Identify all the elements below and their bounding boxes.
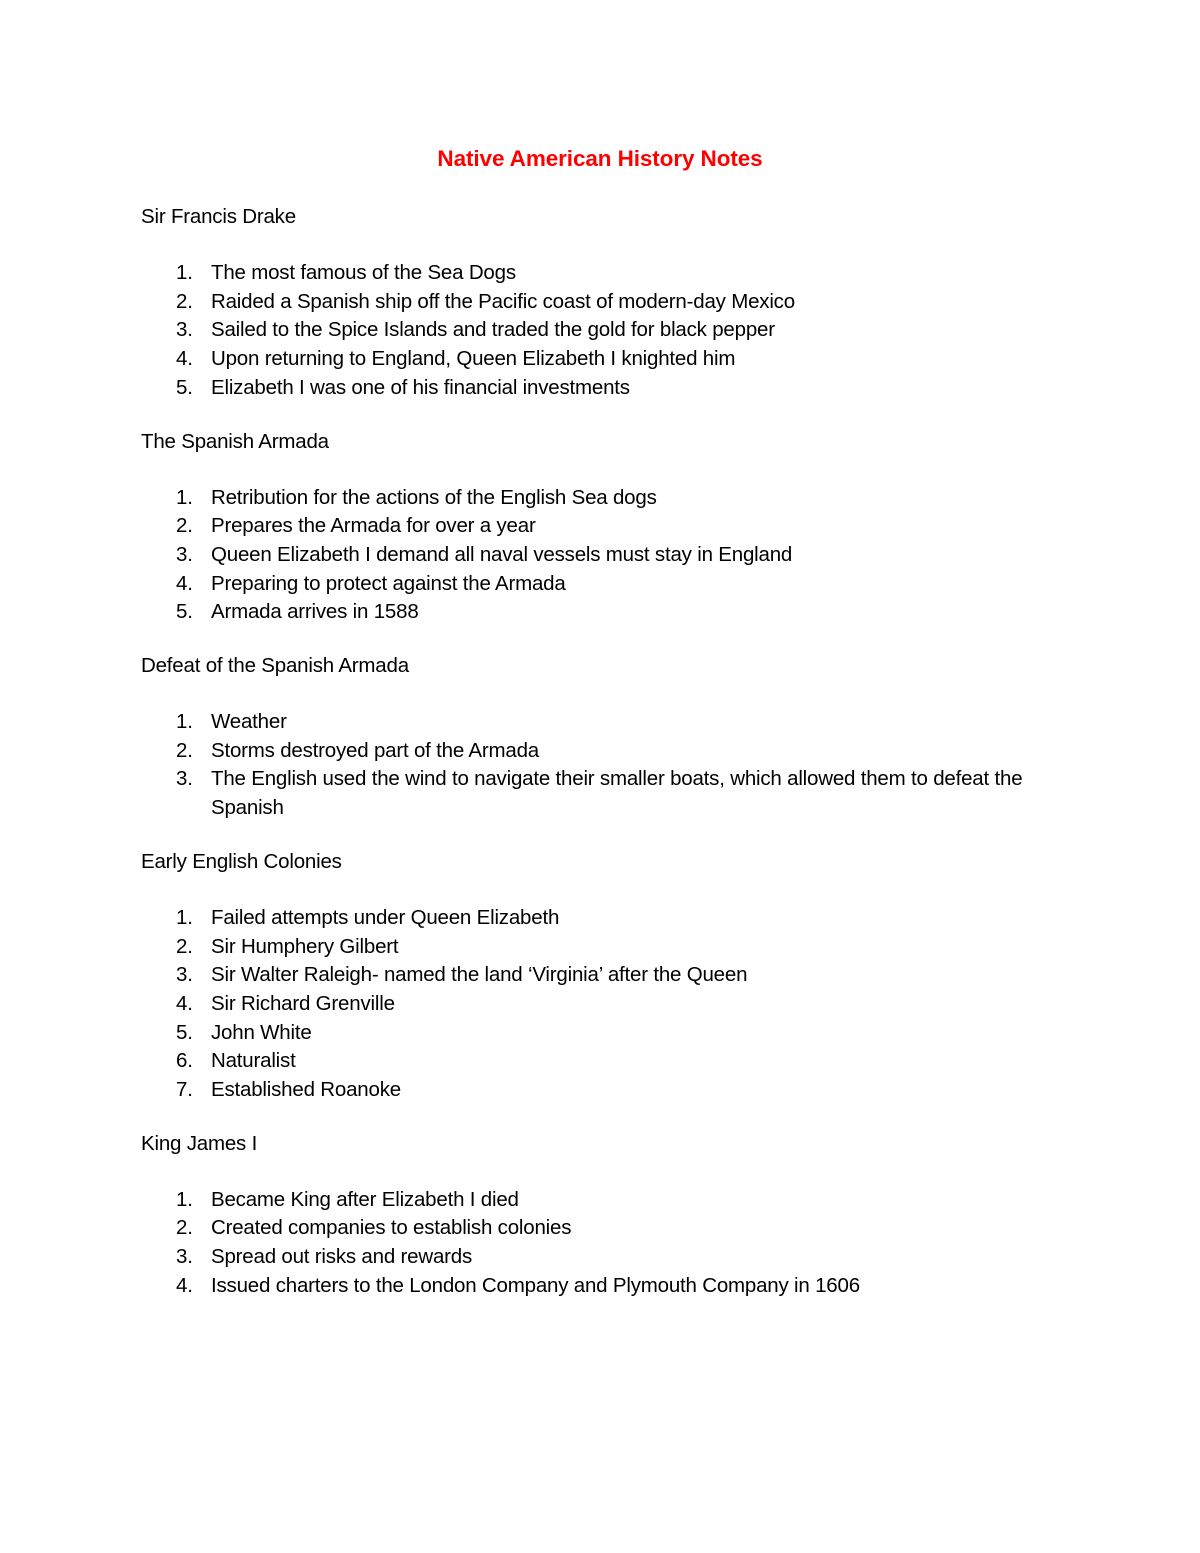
- list-item: [141, 541, 1081, 570]
- list-item-text: Sir Walter Raleigh- named the land ‘Virginia’ after the Queen: [211, 963, 748, 987]
- list-item: [141, 1019, 1081, 1048]
- numbered-list: [141, 708, 1081, 823]
- list-item-number: 3.: [176, 542, 193, 566]
- notes-section: [141, 651, 1081, 823]
- list-item-text: Issued charters to the London Company and Plymouth Company in 1606: [211, 1273, 860, 1297]
- notes-section: [141, 427, 1081, 628]
- notes-section: [141, 847, 1081, 1105]
- list-item: [141, 933, 1081, 962]
- list-item: [141, 1214, 1081, 1243]
- list-item-text: The most famous of the Sea Dogs: [211, 261, 516, 284]
- list-item-text: Spread out risks and rewards: [211, 1245, 473, 1269]
- list-item-text: Sir Richard Grenville: [211, 991, 395, 1015]
- numbered-list: [141, 904, 1081, 1105]
- list-item-text: The English used the wind to navigate their smaller boats, which allowed them to defeat the Spanish: [211, 767, 1023, 820]
- list-item-number: 2.: [176, 738, 193, 762]
- list-item-number: 4.: [176, 347, 193, 371]
- list-item-text: John White: [211, 1020, 312, 1044]
- list-item: [141, 570, 1081, 599]
- notes-body: [141, 202, 1081, 1325]
- list-item: [141, 1186, 1081, 1215]
- list-item: [141, 737, 1081, 766]
- list-item-number: 5.: [176, 375, 193, 399]
- list-item-number: 5.: [176, 600, 193, 624]
- list-item-text: Naturalist: [211, 1049, 296, 1073]
- list-item: [141, 904, 1081, 933]
- list-item-number: 2.: [176, 1216, 193, 1240]
- list-item-number: 2.: [176, 289, 193, 313]
- list-item-text: Sailed to the Spice Islands and traded the gold for black pepper: [211, 318, 775, 342]
- list-item-text: Upon returning to England, Queen Elizabeth I knighted him: [211, 347, 736, 371]
- list-item-text: Prepares the Armada for over a year: [211, 514, 536, 538]
- section-heading: Sir Francis Drake: [141, 205, 296, 228]
- list-item-number: 1.: [176, 485, 193, 509]
- list-item-text: Queen Elizabeth I demand all naval vessels must stay in England: [211, 542, 793, 566]
- list-item-text: Raided a Spanish ship off the Pacific coast of modern-day Mexico: [211, 289, 795, 313]
- list-item: [141, 484, 1081, 513]
- numbered-list: [141, 259, 1081, 403]
- list-item-number: 7.: [176, 1078, 193, 1102]
- section-heading: King James I: [141, 1131, 258, 1155]
- section-heading: The Spanish Armada: [141, 429, 329, 453]
- list-item: [141, 345, 1081, 374]
- list-item-number: 3.: [176, 318, 193, 342]
- list-item-text: Retribution for the actions of the English Sea dogs: [211, 485, 657, 509]
- list-item-text: Storms destroyed part of the Armada: [211, 738, 539, 762]
- section-heading: Early English Colonies: [141, 849, 342, 873]
- list-item-number: 4.: [176, 1273, 193, 1297]
- list-item-text: Armada arrives in 1588: [211, 600, 419, 624]
- list-item-text: Failed attempts under Queen Elizabeth: [211, 905, 560, 929]
- list-item-text: Elizabeth I was one of his financial investments: [211, 375, 630, 399]
- list-item: [141, 259, 1081, 288]
- list-item-number: 4.: [176, 571, 193, 595]
- list-item: [141, 512, 1081, 541]
- list-item-number: 6.: [176, 1049, 193, 1073]
- list-item-number: 3.: [176, 1245, 193, 1269]
- list-item-text: Established Roanoke: [211, 1078, 401, 1102]
- list-item-number: 1.: [176, 261, 193, 284]
- list-item-text: Weather: [211, 710, 287, 734]
- list-item-text: Sir Humphery Gilbert: [211, 934, 399, 958]
- list-item: [141, 316, 1081, 345]
- list-item: [141, 288, 1081, 317]
- list-item-number: 2.: [176, 934, 193, 958]
- list-item: [141, 1076, 1081, 1105]
- numbered-list: [141, 484, 1081, 628]
- list-item-number: 1.: [176, 905, 193, 929]
- list-item-text: Preparing to protect against the Armada: [211, 571, 566, 595]
- list-item: [141, 708, 1081, 737]
- list-item: [141, 374, 1081, 403]
- notes-section: [141, 202, 1081, 403]
- notes-section: [141, 1129, 1081, 1301]
- list-item-text: Became King after Elizabeth I died: [211, 1187, 519, 1211]
- list-item-number: 2.: [176, 514, 193, 538]
- list-item-number: 3.: [176, 767, 193, 791]
- list-item-number: 3.: [176, 963, 193, 987]
- list-item: [141, 1047, 1081, 1076]
- list-item-number: 4.: [176, 991, 193, 1015]
- page-title: Native American History Notes: [437, 146, 763, 171]
- list-item-text: Created companies to establish colonies: [211, 1216, 572, 1240]
- list-item-number: 1.: [176, 1187, 193, 1211]
- list-item-number: 1.: [176, 710, 193, 734]
- section-heading: Defeat of the Spanish Armada: [141, 654, 409, 678]
- list-item: [141, 1272, 1081, 1301]
- list-item: [141, 598, 1081, 627]
- list-item: [141, 765, 1081, 822]
- numbered-list: [141, 1186, 1081, 1301]
- list-item-number: 5.: [176, 1020, 193, 1044]
- list-item: [141, 990, 1081, 1019]
- list-item: [141, 1243, 1081, 1272]
- list-item: [141, 961, 1081, 990]
